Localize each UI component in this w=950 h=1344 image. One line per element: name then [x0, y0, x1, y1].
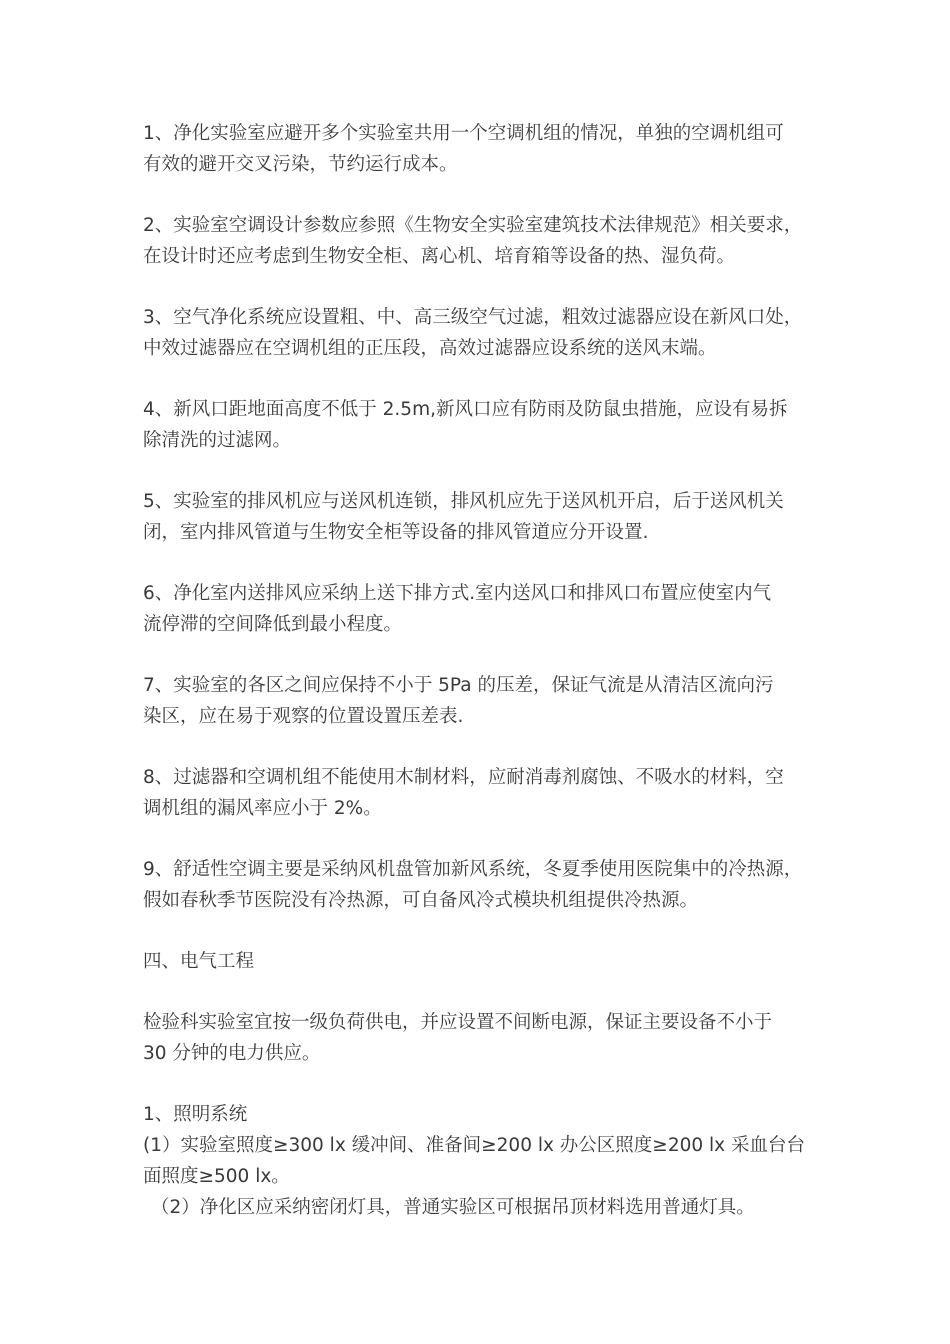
- text-line: 1、净化实验室应避开多个实验室共用一个空调机组的情况，单独的空调机组可: [143, 123, 784, 144]
- paragraph-item-6: [143, 578, 815, 640]
- paragraph-power-supply: [143, 1007, 815, 1069]
- section-heading-electrical: [143, 946, 815, 977]
- text-line: 检验科实验室宜按一级负荷供电，并应设置不间断电源，保证主要设备不小于: [143, 1012, 773, 1033]
- text-line: 5、实验室的排风机应与送风机连锁，排风机应先于送风机开启，后于送风机关: [143, 491, 784, 512]
- text-line: 假如春秋季节医院没有冷热源，可自备风冷式模块机组提供冷热源。: [143, 890, 699, 911]
- paragraph-item-4: [143, 394, 815, 456]
- text-line: 3、空气净化系统应设置粗、中、高三级空气过滤，粗效过滤器应设在新风口处，: [143, 307, 803, 328]
- text-line: 有效的避开交叉污染，节约运行成本。: [143, 154, 458, 175]
- text-line: 4、新风口距地面高度不低于 2.5m,新风口应有防雨及防鼠虫措施，应设有易拆: [143, 399, 788, 420]
- paragraph-item-5: [143, 486, 815, 548]
- text-line: (1）实验室照度≥300 lx 缓冲间、准备间≥200 lx 办公区照度≥200 lx 采血台台: [143, 1135, 805, 1156]
- paragraph-item-9: [143, 854, 815, 916]
- text-line: 2、实验室空调设计参数应参照《生物安全实验室建筑技术法律规范》相关要求，: [143, 215, 803, 236]
- subheading-text: 1、照明系统: [143, 1104, 248, 1125]
- paragraph-item-2: [143, 210, 815, 272]
- paragraph-lighting-system: [143, 1099, 815, 1223]
- text-line: （2）净化区应采纳密闭灯具，普通实验区可根据吊顶材料选用普通灯具。: [151, 1197, 755, 1218]
- section-heading-text: 四、电气工程: [143, 951, 255, 972]
- text-line: 除清洗的过滤网。: [143, 430, 292, 451]
- text-line: 8、过滤器和空调机组不能使用木制材料，应耐消毒剂腐蚀、不吸水的材料，空: [143, 767, 784, 788]
- text-line: 流停滞的空间降低到最小程度。: [143, 614, 403, 635]
- text-line: 6、净化室内送排风应采纳上送下排方式.室内送风口和排风口布置应使室内气: [143, 583, 772, 604]
- paragraph-item-1: [143, 118, 815, 180]
- text-line: 闭，室内排风管道与生物安全柜等设备的排风管道应分开设置.: [143, 522, 649, 543]
- paragraph-item-7: [143, 670, 815, 732]
- text-line: 中效过滤器应在空调机组的正压段，高效过滤器应设系统的送风末端。: [143, 338, 717, 359]
- text-line: 调机组的漏风率应小于 2%。: [143, 798, 382, 819]
- paragraph-item-8: [143, 762, 815, 824]
- paragraph-item-3: [143, 302, 815, 364]
- text-line: 在设计时还应考虑到生物安全柜、离心机、培育箱等设备的热、湿负荷。: [143, 246, 736, 267]
- text-line: 30 分钟的电力供应。: [143, 1043, 321, 1064]
- document-page: [143, 118, 815, 1223]
- text-line: 9、舒适性空调主要是采纳风机盘管加新风系统，冬夏季使用医院集中的冷热源，: [143, 859, 803, 880]
- text-line: 7、实验室的各区之间应保持不小于 5Pa 的压差，保证气流是从清洁区流向污: [143, 675, 774, 696]
- text-line: 面照度≥500 lx。: [143, 1166, 290, 1187]
- text-line: 染区，应在易于观察的位置设置压差表.: [143, 706, 464, 727]
